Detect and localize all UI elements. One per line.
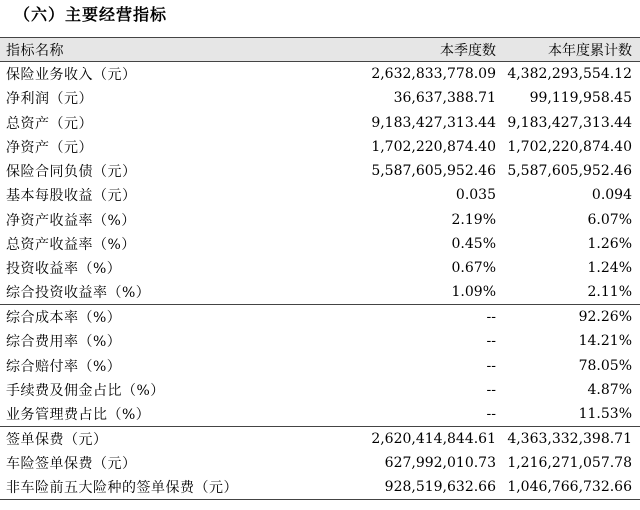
ytd-value: 1,046,766,732.66	[500, 475, 640, 499]
quarter-value: --	[486, 333, 496, 350]
table-row	[0, 183, 640, 207]
table-row	[0, 475, 640, 499]
ytd-value: 11.53%	[578, 405, 632, 422]
group-premiums	[0, 426, 640, 499]
indicator-name: 手续费及佣金占比（%）	[6, 382, 165, 399]
table-row	[0, 426, 640, 450]
ytd-value: 78.05%	[578, 357, 632, 374]
table-row	[0, 280, 640, 304]
header-quarter: 本季度数	[360, 38, 500, 62]
quarter-value: --	[486, 405, 496, 422]
indicator-name: 车险签单保费（元）	[6, 455, 137, 472]
table-header-row	[0, 38, 640, 62]
header-indicator-name: 指标名称	[0, 38, 360, 62]
ytd-value: 2.11%	[587, 284, 632, 301]
indicator-name: 保险合同负债（元）	[6, 164, 137, 181]
table-row	[0, 86, 640, 110]
quarter-value: 627,992,010.73	[384, 454, 496, 471]
indicator-name: 综合赔付率（%）	[6, 358, 122, 375]
ytd-value: 4,382,293,554.12	[507, 66, 632, 83]
indicator-name: 总资产（元）	[6, 115, 93, 132]
quarter-value: 1.09%	[451, 284, 496, 301]
table-row	[0, 353, 640, 377]
table-row	[0, 62, 640, 86]
quarter-value: 9,183,427,313.44	[371, 114, 496, 131]
table-row	[0, 110, 640, 134]
quarter-value: 928,519,632.66	[360, 475, 500, 499]
quarter-value: 2.19%	[451, 211, 496, 228]
indicator-name: 总资产收益率（%）	[6, 237, 136, 254]
indicator-name: 综合成本率（%）	[0, 305, 360, 329]
indicator-name: 综合投资收益率（%）	[6, 285, 151, 302]
indicator-name: 综合费用率（%）	[6, 334, 122, 351]
indicator-name: 投资收益率（%）	[6, 261, 122, 278]
quarter-value: 0.45%	[451, 236, 496, 253]
table-row	[0, 402, 640, 426]
group-financial	[0, 62, 640, 305]
indicator-name: 净资产收益率（%）	[6, 212, 136, 229]
indicator-name: 业务管理费占比（%）	[6, 406, 151, 423]
quarter-value: --	[486, 381, 496, 398]
indicators-table	[0, 37, 640, 500]
ytd-value: 99,119,958.45	[529, 90, 632, 107]
ytd-value: 4,363,332,398.71	[500, 426, 640, 450]
ytd-value: 6.07%	[587, 211, 632, 228]
table-row	[0, 232, 640, 256]
indicator-name: 签单保费（元）	[0, 426, 360, 450]
quarter-value: --	[360, 305, 500, 329]
ytd-value: 1,702,220,874.40	[507, 138, 632, 155]
indicator-name: 净资产（元）	[6, 139, 93, 156]
ytd-value: 1,216,271,057.78	[507, 454, 632, 471]
indicator-name: 基本每股收益（元）	[6, 188, 137, 205]
quarter-value: 36,637,388.71	[393, 90, 496, 107]
ytd-value: 1.26%	[587, 236, 632, 253]
ytd-value: 92.26%	[500, 305, 640, 329]
quarter-value: --	[486, 357, 496, 374]
table-row	[0, 305, 640, 329]
quarter-value: 0.67%	[451, 260, 496, 277]
ytd-value: 1.24%	[587, 260, 632, 277]
indicator-name: 净利润（元）	[6, 91, 93, 108]
quarter-value: 1,702,220,874.40	[371, 138, 496, 155]
indicator-name: 保险业务收入（元）	[6, 67, 137, 84]
ytd-value: 5,587,605,952.46	[507, 163, 632, 180]
table-row	[0, 378, 640, 402]
quarter-value: 2,632,833,778.09	[371, 66, 496, 83]
quarter-value: 0.035	[455, 187, 496, 204]
quarter-value: 2,620,414,844.61	[360, 426, 500, 450]
table-row	[0, 208, 640, 232]
indicator-name: 非车险前五大险种的签单保费（元）	[0, 475, 360, 499]
group-ratios	[0, 305, 640, 426]
table-row	[0, 135, 640, 159]
ytd-value: 0.094	[591, 187, 632, 204]
table-row	[0, 159, 640, 183]
ytd-value: 14.21%	[578, 333, 632, 350]
header-ytd: 本年度累计数	[500, 38, 640, 62]
section-title: （六）主要经营指标	[14, 5, 168, 24]
table-row	[0, 256, 640, 280]
table-row	[0, 451, 640, 475]
table-row	[0, 329, 640, 353]
quarter-value: 5,587,605,952.46	[371, 163, 496, 180]
ytd-value: 9,183,427,313.44	[507, 114, 632, 131]
ytd-value: 4.87%	[587, 381, 632, 398]
